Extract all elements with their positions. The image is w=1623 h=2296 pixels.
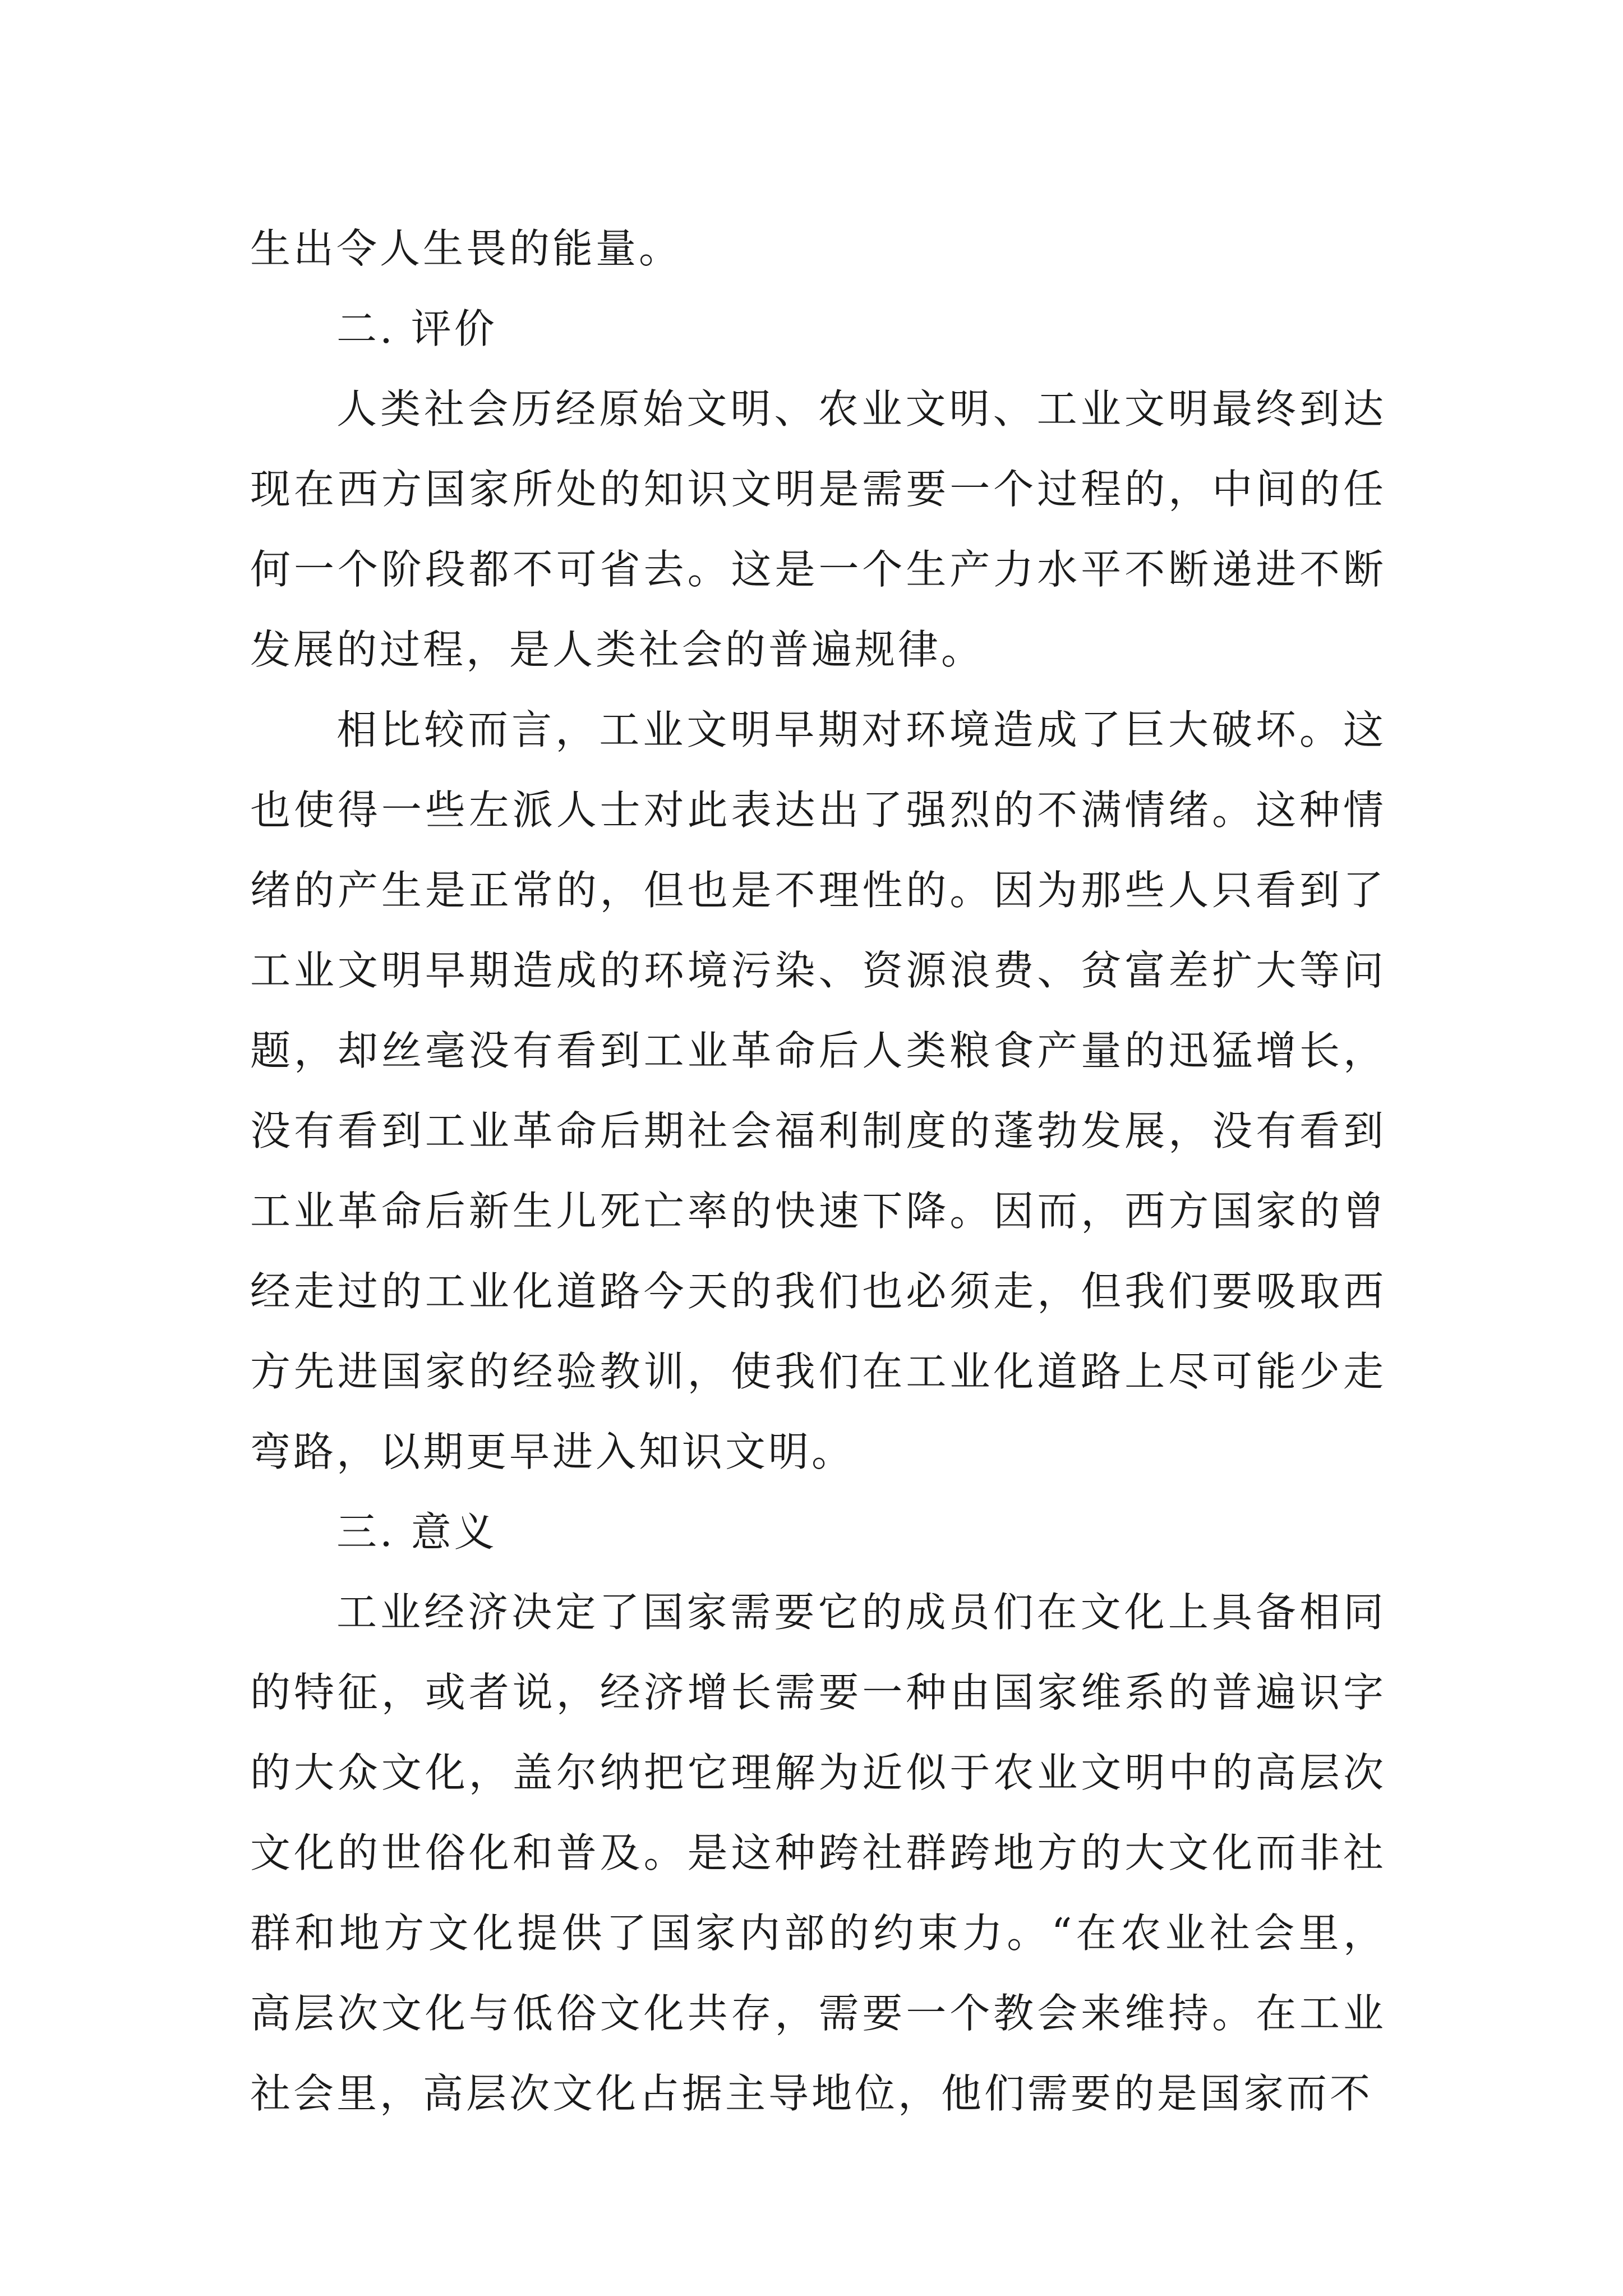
section-heading-evaluation: 二. 评价	[336, 305, 497, 352]
document-body	[250, 209, 1386, 2134]
paragraph-continuation: 生出令人生畏的能量。	[250, 225, 683, 272]
paragraph-gellner-culture: 工业经济决定了国家需要它的成员们在文化上具备相同的特征，或者说，经济增长需要一种由国家维系的普遍识字的大众文化，盖尔纳把它理解为近似于农业文明中的高层次文化的世俗化和普及。是这种跨社群跨地方的大文化而非社群和地方文化提供了国家内部的约束力。“在农业社会里，高层次文化与低俗文化共存，需要一个教会来维持。在工业社会里，高层次文化占据主导地位，他们需要的是国家而不	[250, 1589, 1386, 2117]
paragraph-industrial-critique: 相比较而言，工业文明早期对环境造成了巨大破坏。这也使得一些左派人士对此表达出了强烈的不满情绪。这种情绪的产生是正常的，但也是不理性的。因为那些人只看到了工业文明早期造成的环境污染、资源浪费、贫富差扩大等问题，却丝毫没有看到工业革命后人类粮食产量的迅猛增长，没有看到工业革命后期社会福利制度的蓬勃发展，没有看到工业革命后新生儿死亡率的快速下降。因而，西方国家的曾经走过的工业化道路今天的我们也必须走，但我们要吸取西方先进国家的经验教训，使我们在工业化道路上尽可能少走弯路，以期更早进入知识文明。	[250, 706, 1386, 1475]
section-heading-significance: 三. 意义	[336, 1508, 497, 1556]
paragraph-civilization-stages: 人类社会历经原始文明、农业文明、工业文明最终到达现在西方国家所处的知识文明是需要一个过程的，中间的任何一个阶段都不可省去。这是一个生产力水平不断递进不断发展的过程，是人类社会的普遍规律。	[250, 385, 1386, 673]
